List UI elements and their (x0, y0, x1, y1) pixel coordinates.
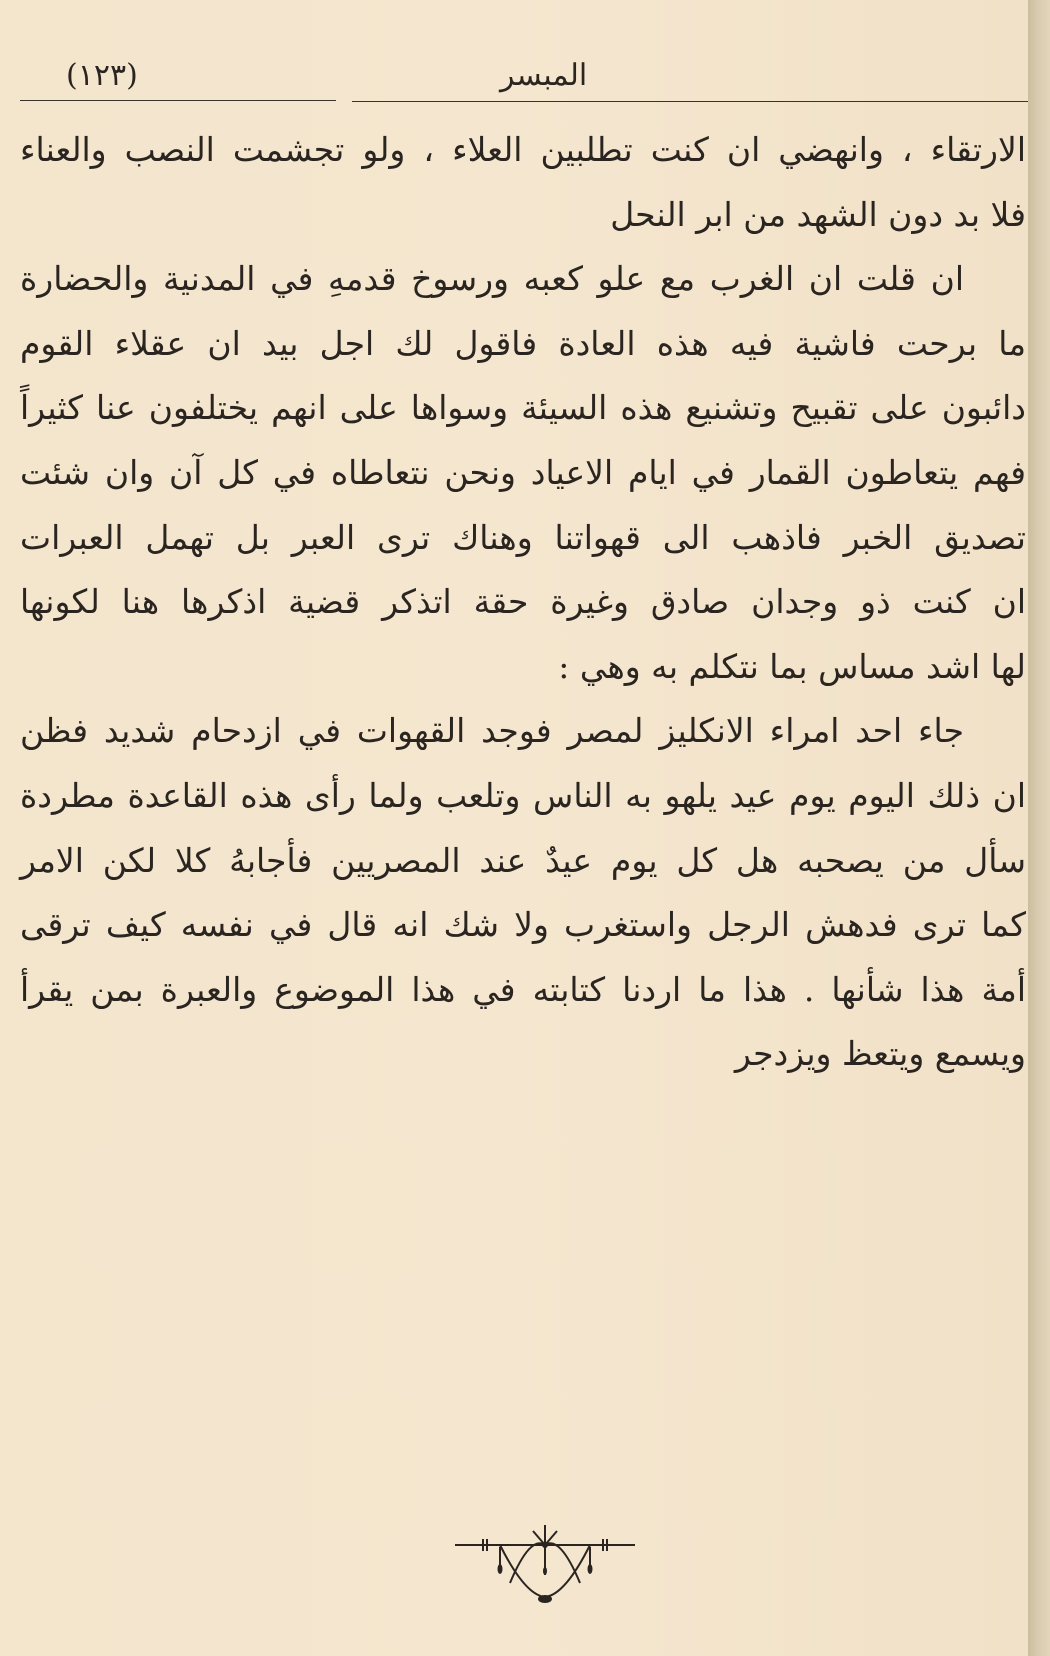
paragraph-start-line: ان قلت ان الغرب مع علو كعبه ورسوخ قدمهِ في المدنية والحضارة (20, 259, 964, 299)
page-number: (١٢٣) (66, 58, 138, 93)
text-line: ما برحت فاشية فيه هذه العادة فاقول لك اجل بيد ان عقلاء القوم (20, 323, 1026, 363)
tailpiece-ornament-icon (445, 1525, 645, 1615)
header-rule-right (352, 101, 1028, 102)
header-rule-left (20, 100, 336, 101)
text-line: فهم يتعاطون القمار في ايام الاعياد ونحن نتعاطاه في كل آن وان شئت (20, 452, 1026, 492)
text-line: فلا بد دون الشهد من ابر النحل (610, 194, 1026, 234)
text-line: ان ذلك اليوم يوم عيد يلهو به الناس وتلعب ولما رأى هذه القاعدة مطردة (20, 775, 1026, 815)
text-line: ان كنت ذو وجدان صادق وغيرة حقة اتذكر قضية اذكرها هنا لكونها (20, 582, 1026, 622)
text-line: الارتقاء ، وانهضي ان كنت تطلبين العلاء ، ولو تجشمت النصب والعناء (20, 130, 1026, 169)
text-line: لها اشد مساس بما نتكلم به وهي : (558, 646, 1026, 686)
text-line: سأل من يصحبه هل كل يوم عيدٌ عند المصريين فأجابهُ كلا لكن الامر (20, 840, 1026, 880)
text-line: دائبون على تقبيح وتشنيع هذه السيئة وسواها على انهم يختلفون عنا كثيراً (20, 388, 1026, 428)
page-edge (1028, 0, 1050, 1656)
paragraph-start-line: جاء احد امراء الانكليز لمصر فوجد القهوات في ازدحام شديد فظن (20, 711, 964, 751)
text-line: تصديق الخبر فاذهب الى قهواتنا وهناك ترى العبر بل تهمل العبرات (20, 517, 1026, 557)
text-line: أمة هذا شأنها . هذا ما اردنا كتابته في هذا الموضوع والعبرة بمن يقرأ (20, 969, 1026, 1009)
text-line: كما ترى فدهش الرجل واستغرب ولا شك انه قال في نفسه كيف ترقى (20, 905, 1026, 945)
body-text (20, 118, 1026, 1087)
running-title: المبسر (500, 58, 588, 93)
text-line: ويسمع ويتعظ ويزدجر (734, 1034, 1026, 1074)
